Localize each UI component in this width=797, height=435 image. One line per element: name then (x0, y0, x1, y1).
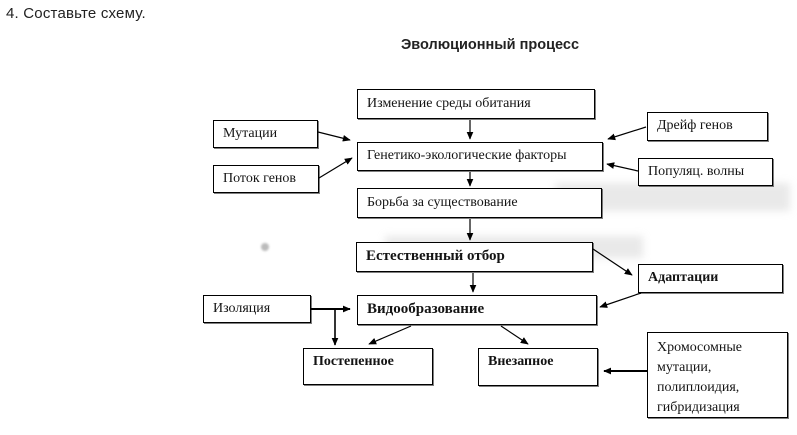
node-speciation: Видообразование (357, 295, 597, 325)
node-gradual-speciation: Постепенное (303, 348, 433, 385)
node-gene-drift: Дрейф генов (647, 112, 768, 141)
node-natural-selection: Естественный отбор (356, 242, 593, 272)
node-chromosomal-mutations: Хромосомные мутации, полиплоидия, гибридизация (647, 332, 788, 418)
watermark-artifact (261, 243, 269, 251)
node-isolation: Изоляция (203, 295, 311, 323)
node-genetic-ecological-factors: Генетико-экологические факторы (357, 142, 603, 171)
node-gene-flow: Поток генов (213, 165, 319, 193)
node-adaptations: Адаптации (638, 264, 783, 293)
node-population-waves: Популяц. волны (638, 158, 773, 186)
node-struggle-for-existence: Борьба за существование (357, 188, 602, 218)
diagram-title: Эволюционный процесс (400, 37, 580, 53)
node-habitat-change: Изменение среды обитания (357, 89, 595, 119)
node-mutations: Мутации (213, 120, 318, 148)
exercise-heading: 4. Составьте схему. (6, 5, 146, 22)
node-sudden-speciation: Внезапное (478, 348, 598, 386)
